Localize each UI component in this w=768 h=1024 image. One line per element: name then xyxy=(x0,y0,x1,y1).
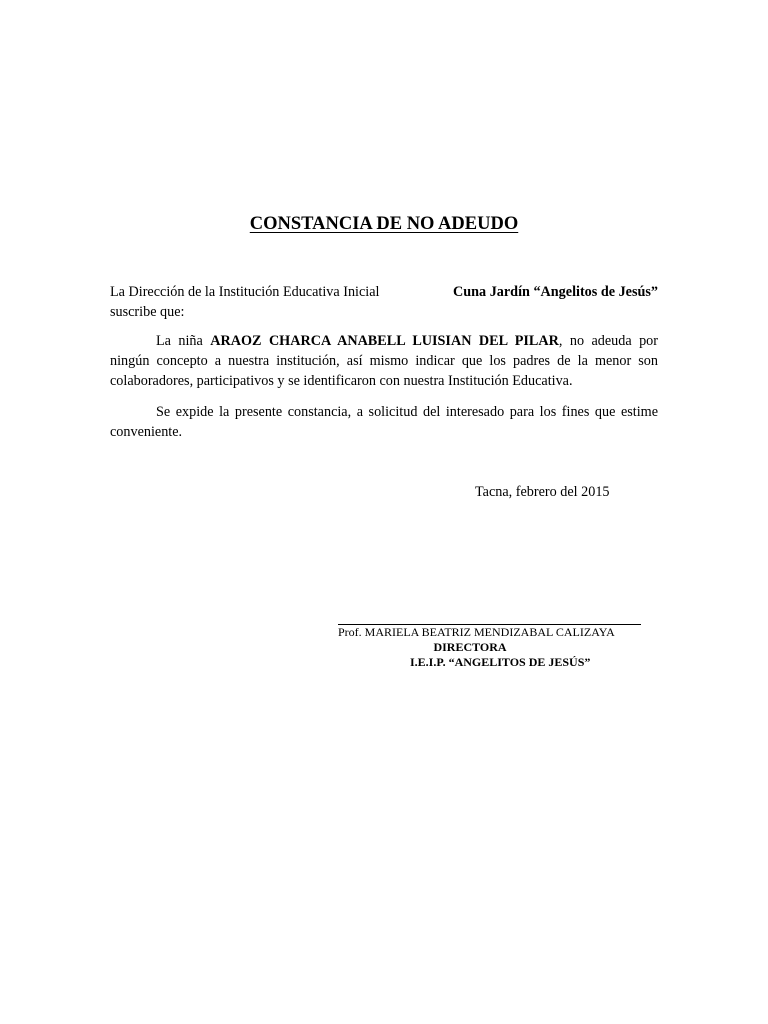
student-name: ARAOZ CHARCA ANABELL LUISIAN DEL PILAR xyxy=(210,333,559,349)
place-date: Tacna, febrero del 2015 xyxy=(475,484,610,500)
body-paragraph xyxy=(110,331,658,391)
body-text-rest: , no adeuda por ningún concepto a nuestra institución, así mismo indicar que los padres de la menor son colaboradores, participativos y se identificaron con nuestra Institución Educativa. xyxy=(110,333,658,389)
document-title: CONSTANCIA DE NO ADEUDO xyxy=(249,214,519,234)
closing-paragraph: Se expide la presente constancia, a solicitud del interesado para los fines que estime conveniente. xyxy=(110,404,658,440)
intro-paragraph xyxy=(110,282,658,322)
institution-name: Cuna Jardín “Angelitos de Jesús” xyxy=(453,284,658,300)
intro-text: La Dirección de la Institución Educativa Inicial xyxy=(110,284,380,300)
body-text-start: La niña xyxy=(156,333,203,349)
intro-text-end: suscribe que: xyxy=(110,304,185,320)
signatory-role: DIRECTORA xyxy=(433,640,507,654)
signatory-institution: I.E.I.P. “ANGELITOS DE JESÚS” xyxy=(410,655,591,669)
signatory-name: Prof. MARIELA BEATRIZ MENDIZABAL CALIZAYA xyxy=(338,625,615,639)
